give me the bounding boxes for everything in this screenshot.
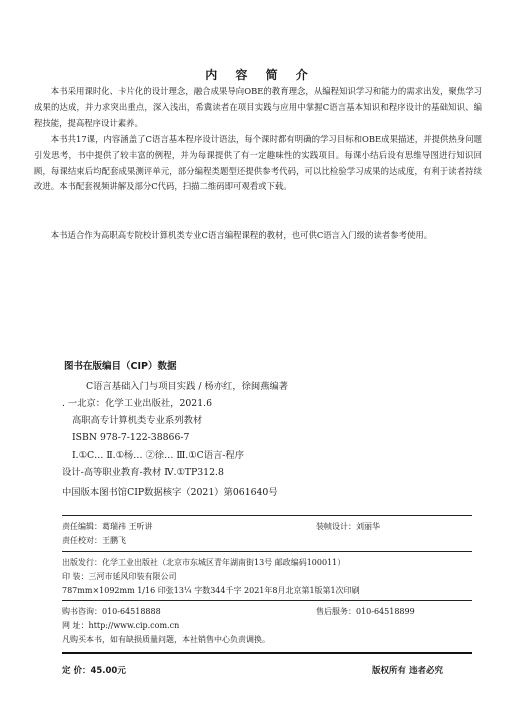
divider-1 — [62, 515, 472, 516]
divider-4 — [62, 652, 472, 654]
divider-3 — [62, 600, 472, 601]
cip-title-line: C语言基础入门与项目实践 / 杨亦红，徐闽燕编著 — [86, 381, 289, 392]
intro-paragraph-1: 本书采用课时化、卡片化的设计理念，融合成果导向OBE的教育理念，从编程知识学习和能力的需求出发，聚焦学习成果的达成，并力求突出重点，深入浅出，希冀读者在项目实践与应用中掌握C语言基本知识和程序设计的基础知识、编程技能，提高程序设计素养。 — [34, 86, 482, 128]
cip-publisher-line: . 一北京：化学工业出版社，2021.6 — [62, 398, 213, 409]
replacement-notice: 凡购买本书，如有缺损质量问题，本社销售中心负责调换。 — [62, 635, 270, 644]
cip-series-line: 高职高专计算机类专业系列教材 — [72, 415, 203, 426]
cip-subject-line-2: 设计-高等职业教育-教材 Ⅳ.①TP312.8 — [62, 467, 224, 478]
cip-subject-line-1: Ⅰ.①C… Ⅱ.①杨… ②徐… Ⅲ.①C语言-程序 — [72, 450, 245, 461]
responsible-editor: 责任编辑：葛瑞祎 王听讲 — [62, 522, 153, 531]
intro-paragraph-2: 本书共17课，内容涵盖了C语言基本程序设计语法，每个课时都有明确的学习目标和OBE成果描述，并提供热身问题引发思考，书中提供了较丰富的例程，并为每课提供了有一定趣味性的实践项目。每课小结后设有思维导图进行知识回顾，每课结束后均配套成果测评单元，部分编程类题型还提供参考代码，可以比检验学习成果的达成度，有利于读者持续改进。本书配套视频讲解及部分C代码，扫描二维码即可观看或下载。 — [34, 134, 482, 192]
price: 定 价：45.00元 — [62, 666, 126, 676]
proofreader: 责任校对：王鹏飞 — [62, 536, 126, 545]
publisher-line: 出版发行：化学工业出版社（北京市东城区青年湖南街13号 邮政编码100011） — [62, 558, 346, 567]
after-sales-contact: 售后服务：010-64518899 — [316, 607, 415, 616]
specs-line: 787mm×1092mm 1/16 印张13¼ 字数344千字 2021年8月北京第1版第1次印刷 — [62, 586, 360, 595]
cip-heading: 图书在版编目（CIP）数据 — [64, 361, 177, 372]
cip-number: 中国版本图书馆CIP数据核字（2021）第061640号 — [62, 487, 278, 498]
copyright-notice: 版权所有 违者必究 — [372, 666, 443, 676]
cip-isbn-line: ISBN 978-7-122-38866-7 — [72, 432, 190, 443]
page-title: 内 容 简 介 — [205, 68, 315, 82]
printer-line: 印 装：三河市延风印装有限公司 — [62, 572, 177, 581]
intro-paragraph-3: 本书适合作为高职高专院校计算机类专业C语言编程课程的教材，也可供C语言入门级的读者参考使用。 — [50, 230, 433, 240]
purchase-contact: 购书咨询：010-64518888 — [62, 607, 161, 616]
cover-designer: 装帧设计：刘丽华 — [316, 522, 380, 531]
website-line: 网 址：http://www.cip.com.cn — [62, 621, 180, 630]
divider-2 — [62, 551, 472, 552]
